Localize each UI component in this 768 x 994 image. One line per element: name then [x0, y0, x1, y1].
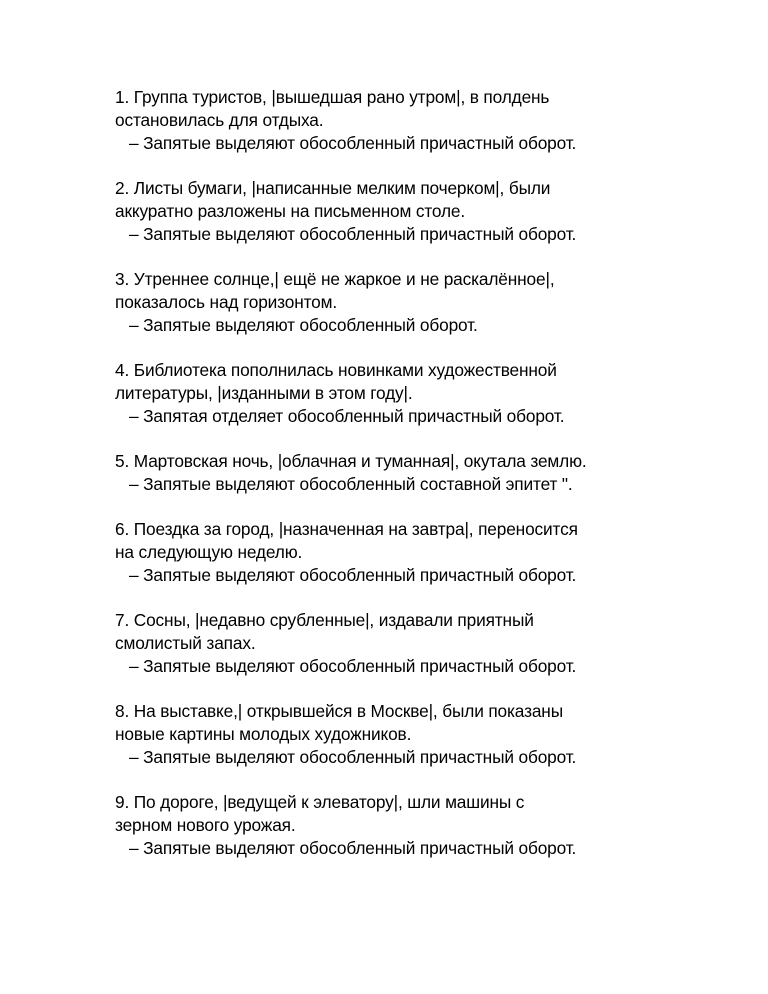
- explanation-note: – Запятые выделяют обособленный составной эпитет ".: [129, 474, 573, 494]
- sentence-line: аккуратно разложены на письменном столе.: [115, 201, 466, 221]
- document-page: [115, 86, 735, 882]
- sentence-line: 3. Утреннее солнце,| ещё не жаркое и не раскалённое|,: [115, 269, 555, 289]
- sentence-line: литературы, |изданными в этом году|.: [115, 383, 413, 403]
- sentence-line: 8. На выставке,| открывшейся в Москве|, были показаны: [115, 701, 563, 721]
- sentence-line: 5. Мартовская ночь, |облачная и туманная|, окутала землю.: [115, 451, 587, 471]
- sentence-line: 2. Листы бумаги, |написанные мелким почерком|, были: [115, 178, 551, 198]
- explanation-note: – Запятые выделяют обособленный причастный оборот.: [129, 133, 577, 153]
- sentence-line: на следующую неделю.: [115, 542, 303, 562]
- sentence-line: 6. Поездка за город, |назначенная на завтра|, переносится: [115, 519, 578, 539]
- exercise-item-6: [115, 518, 735, 587]
- explanation-note: – Запятые выделяют обособленный причастный оборот.: [129, 565, 577, 585]
- exercise-item-4: [115, 359, 735, 428]
- sentence-line: 7. Сосны, |недавно срубленные|, издавали приятный: [115, 610, 534, 630]
- exercise-item-8: [115, 700, 735, 769]
- sentence-line: новые картины молодых художников.: [115, 724, 412, 744]
- exercise-item-9: [115, 791, 735, 860]
- exercise-item-7: [115, 609, 735, 678]
- exercise-item-2: [115, 177, 735, 246]
- sentence-line: зерном нового урожая.: [115, 815, 296, 835]
- sentence-line: 9. По дороге, |ведущей к элеватору|, шли машины с: [115, 792, 525, 812]
- explanation-note: – Запятые выделяют обособленный причастный оборот.: [129, 747, 577, 767]
- exercise-item-1: [115, 86, 735, 155]
- sentence-line: показалось над горизонтом.: [115, 292, 338, 312]
- explanation-note: – Запятые выделяют обособленный причастный оборот.: [129, 838, 577, 858]
- sentence-line: остановилась для отдыха.: [115, 110, 324, 130]
- explanation-note: – Запятые выделяют обособленный оборот.: [129, 315, 478, 335]
- explanation-note: – Запятые выделяют обособленный причастный оборот.: [129, 224, 577, 244]
- sentence-line: смолистый запах.: [115, 633, 256, 653]
- explanation-note: – Запятые выделяют обособленный причастный оборот.: [129, 656, 577, 676]
- exercise-item-5: [115, 450, 735, 496]
- sentence-line: 4. Библиотека пополнилась новинками художественной: [115, 360, 557, 380]
- explanation-note: – Запятая отделяет обособленный причастный оборот.: [129, 406, 565, 426]
- sentence-line: 1. Группа туристов, |вышедшая рано утром|, в полдень: [115, 87, 550, 107]
- exercise-item-3: [115, 268, 735, 337]
